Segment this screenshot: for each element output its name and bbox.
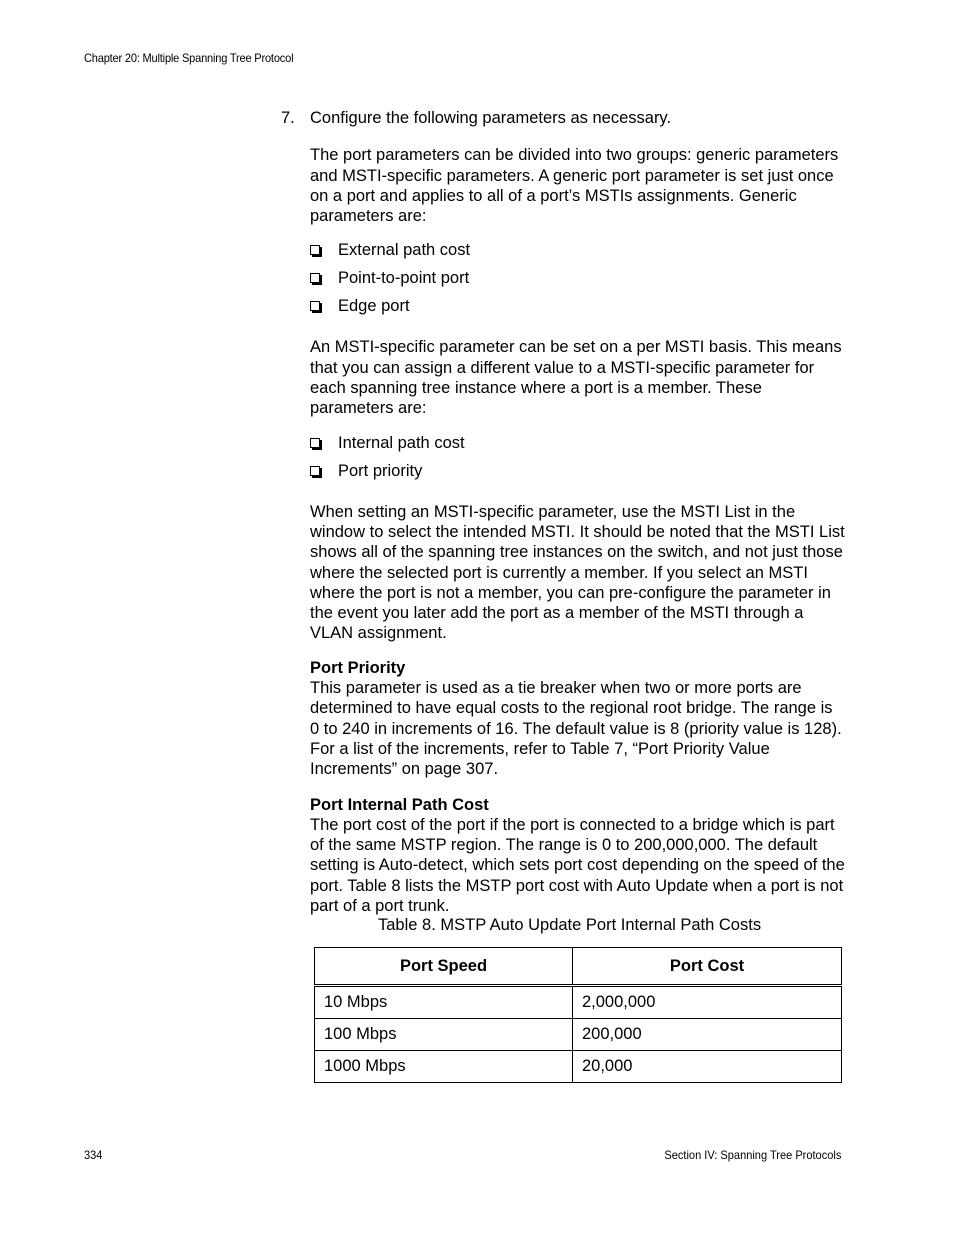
running-head: Chapter 20: Multiple Spanning Tree Protocol [84, 51, 294, 65]
table-cell: 1000 Mbps [315, 1051, 573, 1083]
table-row [315, 1051, 842, 1083]
msti-list-paragraph: When setting an MSTI-specific parameter, use the MSTI List in the window to select the intended MSTI. It should be noted that the MSTI List shows all of the spanning tree instances on the switch, and not just those where the selected port is currently a member. If you select an MSTI where the port is not a member, you can pre-configure the parameter in the event you later add the port as a member of the MSTI through a VLAN assignment. [310, 502, 845, 643]
table-header-row [315, 948, 842, 986]
table-cell: 20,000 [573, 1051, 842, 1083]
port-cost-table [314, 947, 842, 1083]
msti-paragraph: An MSTI-specific parameter can be set on a per MSTI basis. This means that you can assign a different value to a MSTI-specific parameter for each spanning tree instance where a port is a member. These parameters are: [310, 338, 842, 418]
column-header: Port Speed [315, 948, 573, 986]
msti-params-list [310, 433, 845, 489]
list-item: Edge port [310, 296, 845, 324]
column-header: Port Cost [573, 948, 842, 986]
list-item: External path cost [310, 240, 845, 268]
intro-paragraph: The port parameters can be divided into two groups: generic parameters and MSTI-specific parameters. A generic port parameter is set just once on a port and applies to all of a port’s MSTIs assignments. Generic parameters are: [310, 146, 839, 226]
page-number: 334 [84, 1148, 103, 1162]
checkbox-bullet-icon [310, 301, 320, 311]
port-priority-heading: Port Priority [310, 658, 406, 677]
port-priority-text: This parameter is used as a tie breaker when two or more ports are determined to have equal costs to the regional root bridge. The range is 0 to 240 in increments of 16. The default value is 8 (priority value is 128). For a list of the increments, refer to Table 7, “Port Priority Value Increments” on page 307. [310, 679, 842, 779]
table-cell: 2,000,000 [573, 986, 842, 1019]
table-cell: 100 Mbps [315, 1019, 573, 1051]
port-internal-path-cost-section [310, 795, 845, 917]
table-row [315, 986, 842, 1019]
checkbox-bullet-icon [310, 273, 320, 283]
list-item: Port priority [310, 461, 845, 489]
table-caption: Table 8. MSTP Auto Update Port Internal Path Costs [378, 916, 762, 934]
footer-section: Section IV: Spanning Tree Protocols [664, 1148, 841, 1162]
port-internal-path-cost-heading: Port Internal Path Cost [310, 795, 489, 814]
table-cell: 10 Mbps [315, 986, 573, 1019]
checkbox-bullet-icon [310, 438, 320, 448]
checkbox-bullet-icon [310, 245, 320, 255]
step-number: 7. [281, 109, 295, 127]
list-item: Internal path cost [310, 433, 845, 461]
generic-params-list [310, 240, 845, 324]
table-cell: 200,000 [573, 1019, 842, 1051]
step-text: Configure the following parameters as necessary. [310, 109, 672, 127]
step-7 [281, 108, 845, 128]
list-item: Point-to-point port [310, 268, 845, 296]
page-content [281, 108, 845, 931]
table-row [315, 1019, 842, 1051]
port-internal-path-cost-text: The port cost of the port if the port is connected to a bridge which is part of the same MSTP region. The range is 0 to 200,000,000. The default setting is Auto-detect, which sets port cost depending on the speed of the port. Table 8 lists the MSTP port cost with Auto Update when a port is not part of a port trunk. [310, 815, 845, 916]
checkbox-bullet-icon [310, 466, 320, 476]
port-priority-section [310, 658, 845, 780]
